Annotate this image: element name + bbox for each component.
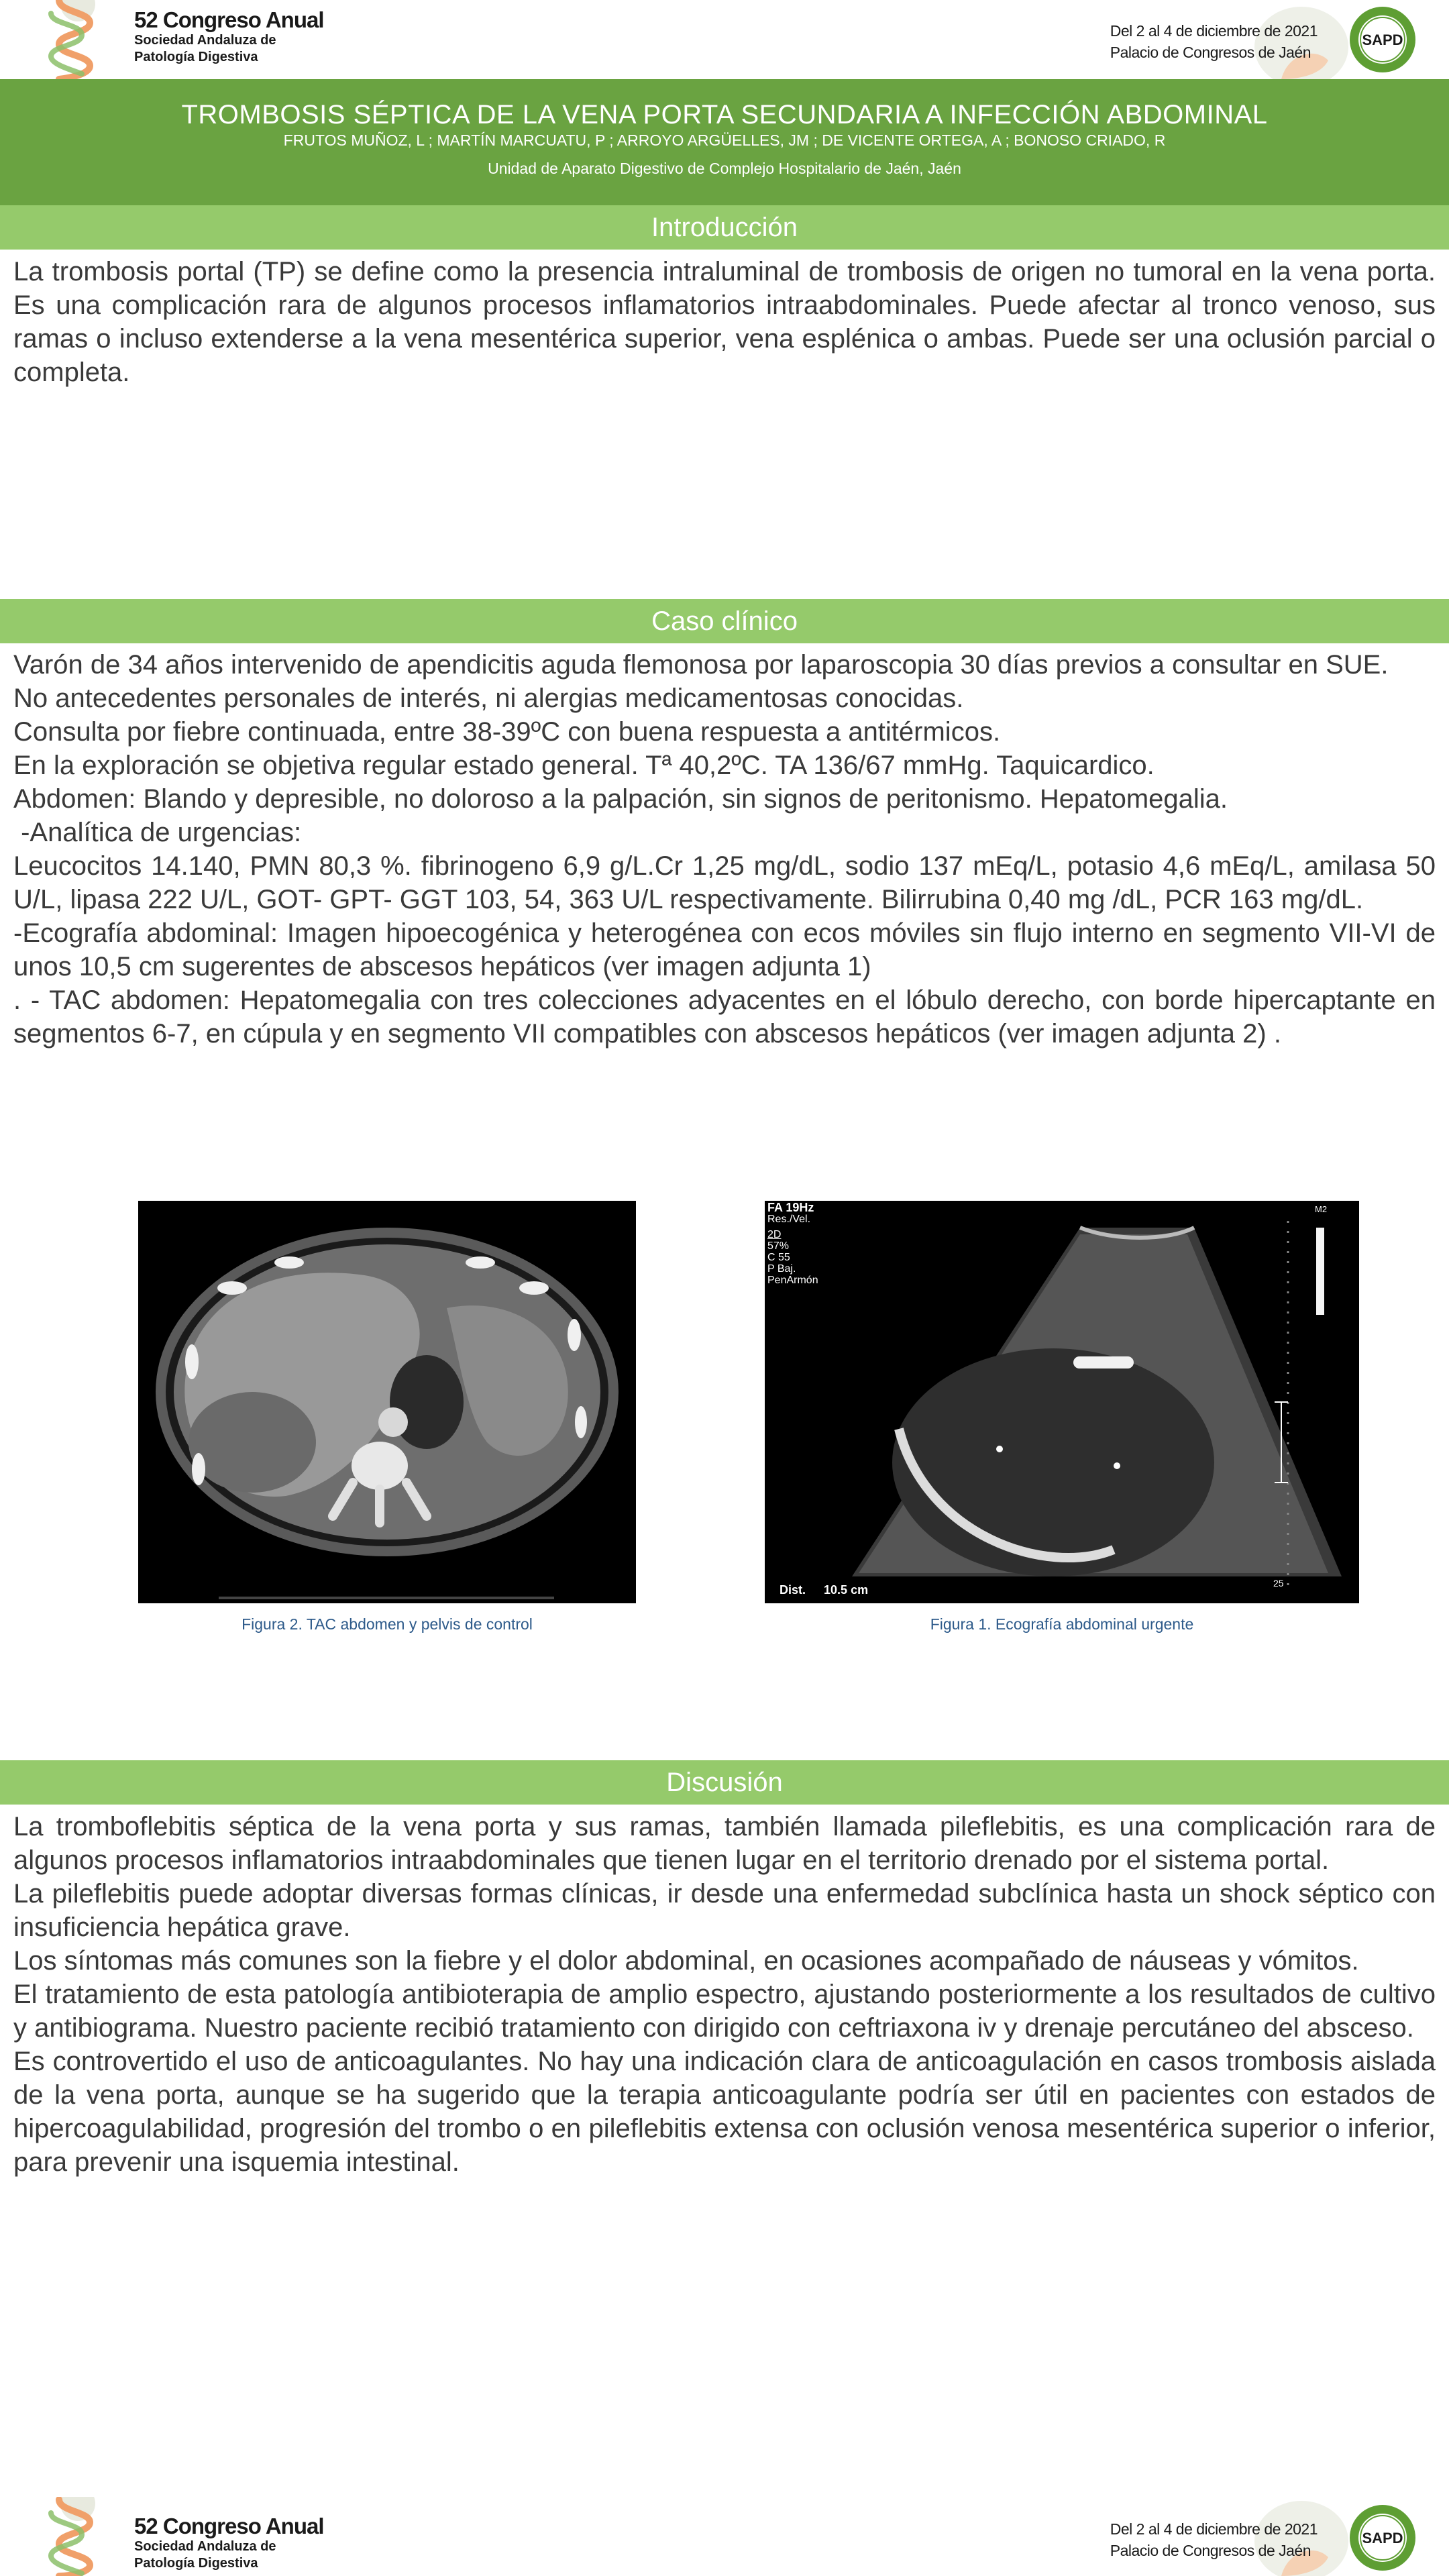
discusion-text [13, 1810, 1436, 2179]
us-distance-value: 10.5 cm [824, 1583, 869, 1597]
ultrasound-caption: Figura 1. Ecografía abdominal urgente [930, 1615, 1194, 1633]
discusion-paragraph: La pileflebitis puede adoptar diversas formas clínicas, ir desde una enfermedad subclínica hasta un shock séptico con insuficiencia hepática grave. [13, 1879, 1436, 1942]
congress-name-block-bottom [134, 2514, 324, 2572]
bottom-brand-bar [0, 2494, 1449, 2576]
ultrasound-graphic [765, 1201, 1359, 1603]
ct-scan-graphic [138, 1201, 636, 1603]
us-mode: 2D [767, 1229, 782, 1240]
caso-paragraph: -Ecografía abdominal: Imagen hipoecogénica y heterogénea con ecos móviles sin flujo interno en segmento VII-VI de unos 10,5 cm sugerentes de abscesos hepáticos (ver imagen adjunta 1) [13, 918, 1436, 981]
intestine-logo-icon [44, 2497, 105, 2576]
event-venue: Palacio de Congresos de Jaén [1110, 44, 1311, 61]
caso-clinico-heading: Caso clínico [0, 599, 1449, 643]
caso-paragraph: . - TAC abdomen: Hepatomegalia con tres colecciones adyacentes en el lóbulo derecho, con borde hipercaptante en segmentos 6-7, en cúpula y en segmento VII compatibles con abscesos hepáticos (ver imagen adjunta 2) . [13, 985, 1436, 1049]
caso-paragraph: No antecedentes personales de interés, ni alergias medicamentosas conocidas. [13, 684, 964, 713]
event-info-bottom [1110, 2518, 1318, 2561]
title-band [0, 79, 1449, 205]
us-res: Res./Vel. [767, 1214, 811, 1225]
caso-paragraph: Consulta por fiebre continuada, entre 38-39ºC con buena respuesta a antitérmicos. [13, 717, 1001, 747]
discusion-paragraph: La tromboflebitis séptica de la vena porta y sus ramas, también llamada pileflebitis, es una complicación rara de algunos procesos inflamatorios intraabdominales que tienen lugar en el territorio drenado por el sistema portal. [13, 1812, 1436, 1875]
caso-paragraph: -Analítica de urgencias: [13, 818, 302, 847]
sapd-seal-logo [1348, 5, 1417, 74]
caso-paragraph: En la exploración se objetiva regular estado general. Tª 40,2ºC. TA 136/67 mmHg. Taquicardico. [13, 751, 1155, 780]
us-distance-label: Dist. [780, 1583, 806, 1597]
congress-org-line2: Patología Digestiva [134, 50, 258, 64]
ultrasound-settings [767, 1202, 818, 1286]
congress-org-line1: Sociedad Andaluza de [134, 2539, 276, 2554]
us-freq: FA 19Hz [767, 1201, 814, 1214]
caso-paragraph: Abdomen: Blando y depresible, no doloroso a la palpación, sin signos de peritonismo. Hepatomegalia. [13, 784, 1228, 814]
us-p: P Baj. [767, 1263, 796, 1275]
authors: FRUTOS MUÑOZ, L ; MARTÍN MARCUATU, P ; ARROYO ARGÜELLES, JM ; DE VICENTE ORTEGA, A ; BONOSO CRIADO, R [283, 131, 1166, 149]
event-venue: Palacio de Congresos de Jaén [1110, 2542, 1311, 2559]
us-gain: 57% [767, 1240, 790, 1252]
introduccion-text [13, 255, 1436, 389]
congress-org-line2: Patología Digestiva [134, 2556, 258, 2571]
sapd-seal-text: SAPD [1362, 2530, 1403, 2546]
ct-caption: Figura 2. TAC abdomen y pelvis de control [241, 1615, 533, 1633]
poster-title: TROMBOSIS SÉPTICA DE LA VENA PORTA SECUNDARIA A INFECCIÓN ABDOMINAL [181, 100, 1268, 129]
event-dates: Del 2 al 4 de diciembre de 2021 [1110, 22, 1318, 40]
top-brand-bar [0, 0, 1449, 79]
caso-paragraph: Varón de 34 años intervenido de apendicitis aguda flemonosa por laparoscopia 30 días previos a consultar en SUE. [13, 650, 1389, 680]
discusion-paragraph: El tratamiento de esta patología antibioterapia de amplio espectro, ajustando posteriormente a los resultados de cultivo y antibiograma. Nuestro paciente recibió tratamiento con dirigido con ceftriaxona iv y drenaje percutáneo del absceso. [13, 1980, 1436, 2043]
us-distance [780, 1585, 868, 1596]
introduccion-heading: Introducción [0, 205, 1449, 250]
us-c: C 55 [767, 1252, 790, 1263]
congress-org-line1: Sociedad Andaluza de [134, 33, 276, 48]
caso-paragraph: Leucocitos 14.140, PMN 80,3 %. fibrinogeno 6,9 g/L.Cr 1,25 mg/dL, sodio 137 mEq/L, potasio 4,6 mEq/L, amilasa 50 U/L, lipasa 222 U/L, GOT- GPT- GGT 103, 54, 363 U/L respectivamente. Bilirrubina 0,40 mg /dL, PCR 163 mg/dL. [13, 851, 1436, 914]
intestine-logo-icon [44, 0, 105, 79]
sapd-seal-logo [1348, 2504, 1417, 2572]
us-pen: PenArmón [767, 1275, 818, 1286]
discusion-paragraph: Los síntomas más comunes son la fiebre y el dolor abdominal, en ocasiones acompañado de náuseas y vómitos. [13, 1946, 1359, 1976]
discusion-heading: Discusión [0, 1760, 1449, 1805]
congress-title: 52 Congreso Anual [134, 7, 324, 32]
us-depth-label: 25 [1273, 1578, 1284, 1589]
ultrasound-image [765, 1201, 1359, 1603]
event-dates: Del 2 al 4 de diciembre de 2021 [1110, 2520, 1318, 2538]
us-m-label: M2 [1315, 1204, 1328, 1214]
discusion-paragraph: Es controvertido el uso de anticoagulantes. No hay una indicación clara de anticoagulación en casos trombosis aislada de la vena porta, aunque se ha sugerido que la terapia anticoagulante podría ser útil en pacientes con estados de hipercoagulabilidad, progresión del trombo o en pileflebitis extensa con oclusión venosa mesentérica superior o inferior, para prevenir una isquemia intestinal. [13, 2047, 1436, 2177]
introduccion-paragraph: La trombosis portal (TP) se define como la presencia intraluminal de trombosis de origen no tumoral en la vena porta. Es una complicación rara de algunos procesos inflamatorios intraabdominales. Puede afectar al tronco venoso, sus ramas o incluso extenderse a la vena mesentérica superior, vena esplénica o ambas. Puede ser una oclusión parcial o completa. [13, 257, 1436, 387]
congress-name-block [134, 8, 324, 66]
congress-title: 52 Congreso Anual [134, 2514, 324, 2538]
affiliation: Unidad de Aparato Digestivo de Complejo Hospitalario de Jaén, Jaén [488, 160, 961, 177]
event-info [1110, 20, 1318, 63]
sapd-seal-text: SAPD [1362, 32, 1403, 48]
caso-clinico-text [13, 648, 1436, 1051]
ct-scan-image [138, 1201, 636, 1603]
